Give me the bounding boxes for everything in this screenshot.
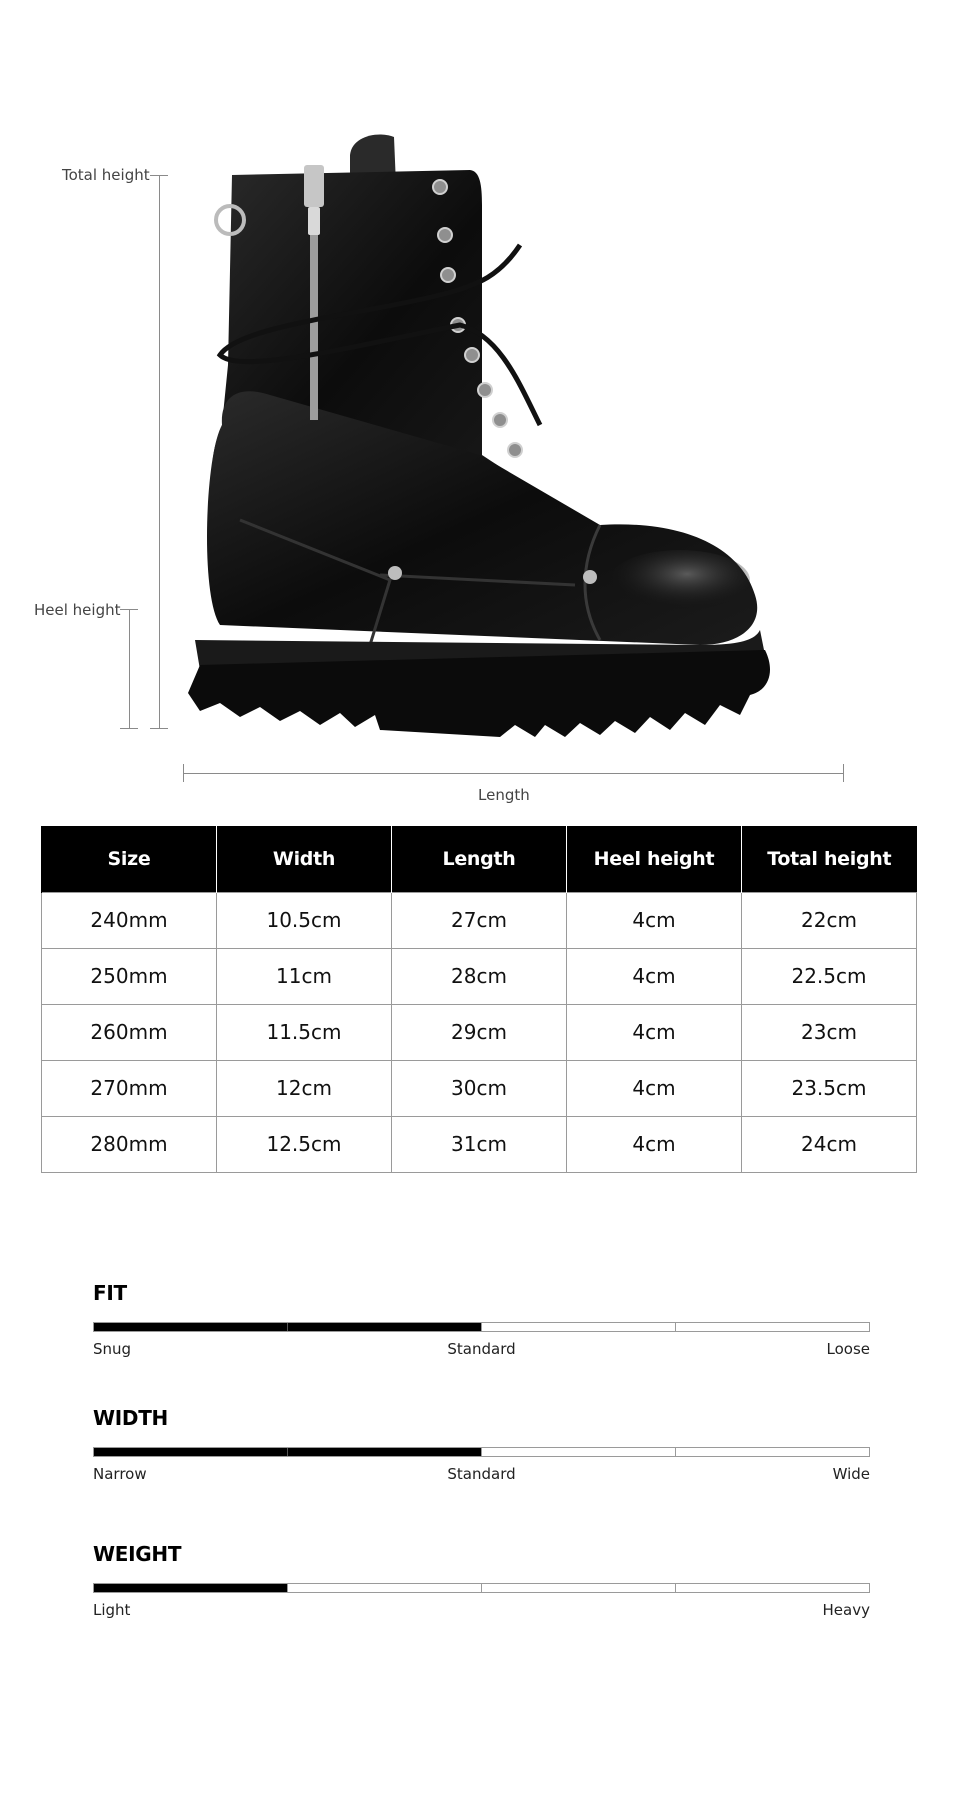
width-label-middle: Standard (447, 1465, 516, 1483)
weight-label-left: Light (93, 1601, 131, 1619)
weight-scale-segment (94, 1584, 287, 1592)
table-row (42, 948, 917, 1004)
cell-length: 29cm (392, 1004, 567, 1060)
total-height-label: Total height (62, 166, 150, 184)
table-row (42, 1060, 917, 1116)
fit-label-left: Snug (93, 1340, 132, 1358)
cell-total-height: 22.5cm (742, 948, 917, 1004)
size-chart-table (41, 826, 917, 1173)
cell-size: 260mm (42, 1004, 217, 1060)
weight-scale-segment (675, 1584, 869, 1592)
width-label-right: Wide (832, 1465, 870, 1483)
heel-height-bottom-tick (120, 728, 138, 729)
total-height-bottom-tick (150, 728, 168, 729)
header-size: Size (42, 826, 217, 892)
table-row (42, 1004, 917, 1060)
cell-size: 280mm (42, 1116, 217, 1172)
total-height-line (159, 175, 160, 729)
fit-scale-segment (675, 1323, 869, 1331)
cell-heel-height: 4cm (567, 1004, 742, 1060)
fit-scale-bar (93, 1322, 870, 1332)
fit-label-right: Loose (826, 1340, 870, 1358)
cell-length: 30cm (392, 1060, 567, 1116)
width-scale-bar (93, 1447, 870, 1457)
cell-size: 250mm (42, 948, 217, 1004)
fit-scale-segment (481, 1323, 675, 1331)
width-scale-title: WIDTH (93, 1406, 168, 1430)
length-line (183, 773, 844, 774)
width-label-left: Narrow (93, 1465, 147, 1483)
boot-illustration (180, 125, 850, 745)
weight-scale (93, 1542, 870, 1621)
weight-scale-bar (93, 1583, 870, 1593)
width-scale-segment (287, 1448, 481, 1456)
weight-label-right: Heavy (822, 1601, 870, 1619)
cell-width: 11cm (217, 948, 392, 1004)
header-total-height: Total height (742, 826, 917, 892)
cell-width: 10.5cm (217, 892, 392, 948)
cell-width: 12.5cm (217, 1116, 392, 1172)
fit-scale-segment (94, 1323, 287, 1331)
width-scale-segment (675, 1448, 869, 1456)
header-heel-height: Heel height (567, 826, 742, 892)
cell-width: 11.5cm (217, 1004, 392, 1060)
cell-length: 28cm (392, 948, 567, 1004)
table-row (42, 892, 917, 948)
width-scale-segment (94, 1448, 287, 1456)
fit-scale-title: FIT (93, 1281, 127, 1305)
weight-scale-segment (481, 1584, 675, 1592)
cell-heel-height: 4cm (567, 892, 742, 948)
length-label: Length (478, 786, 530, 804)
cell-length: 31cm (392, 1116, 567, 1172)
heel-height-line (129, 609, 130, 728)
length-right-tick (843, 764, 844, 782)
cell-width: 12cm (217, 1060, 392, 1116)
fit-scale (93, 1281, 870, 1360)
cell-total-height: 22cm (742, 892, 917, 948)
width-scale-segment (481, 1448, 675, 1456)
cell-heel-height: 4cm (567, 1060, 742, 1116)
cell-total-height: 23.5cm (742, 1060, 917, 1116)
table-row (42, 1116, 917, 1172)
cell-total-height: 24cm (742, 1116, 917, 1172)
table-header-row (42, 826, 917, 892)
width-scale (93, 1406, 870, 1485)
fit-label-middle: Standard (447, 1340, 516, 1358)
header-width: Width (217, 826, 392, 892)
cell-size: 240mm (42, 892, 217, 948)
heel-height-label: Heel height (34, 601, 121, 619)
weight-scale-labels (93, 1601, 870, 1621)
weight-scale-title: WEIGHT (93, 1542, 182, 1566)
cell-size: 270mm (42, 1060, 217, 1116)
header-length: Length (392, 826, 567, 892)
cell-total-height: 23cm (742, 1004, 917, 1060)
cell-heel-height: 4cm (567, 1116, 742, 1172)
fit-scale-segment (287, 1323, 481, 1331)
weight-scale-segment (287, 1584, 481, 1592)
width-scale-labels (93, 1465, 870, 1485)
fit-scale-labels (93, 1340, 870, 1360)
cell-length: 27cm (392, 892, 567, 948)
cell-heel-height: 4cm (567, 948, 742, 1004)
